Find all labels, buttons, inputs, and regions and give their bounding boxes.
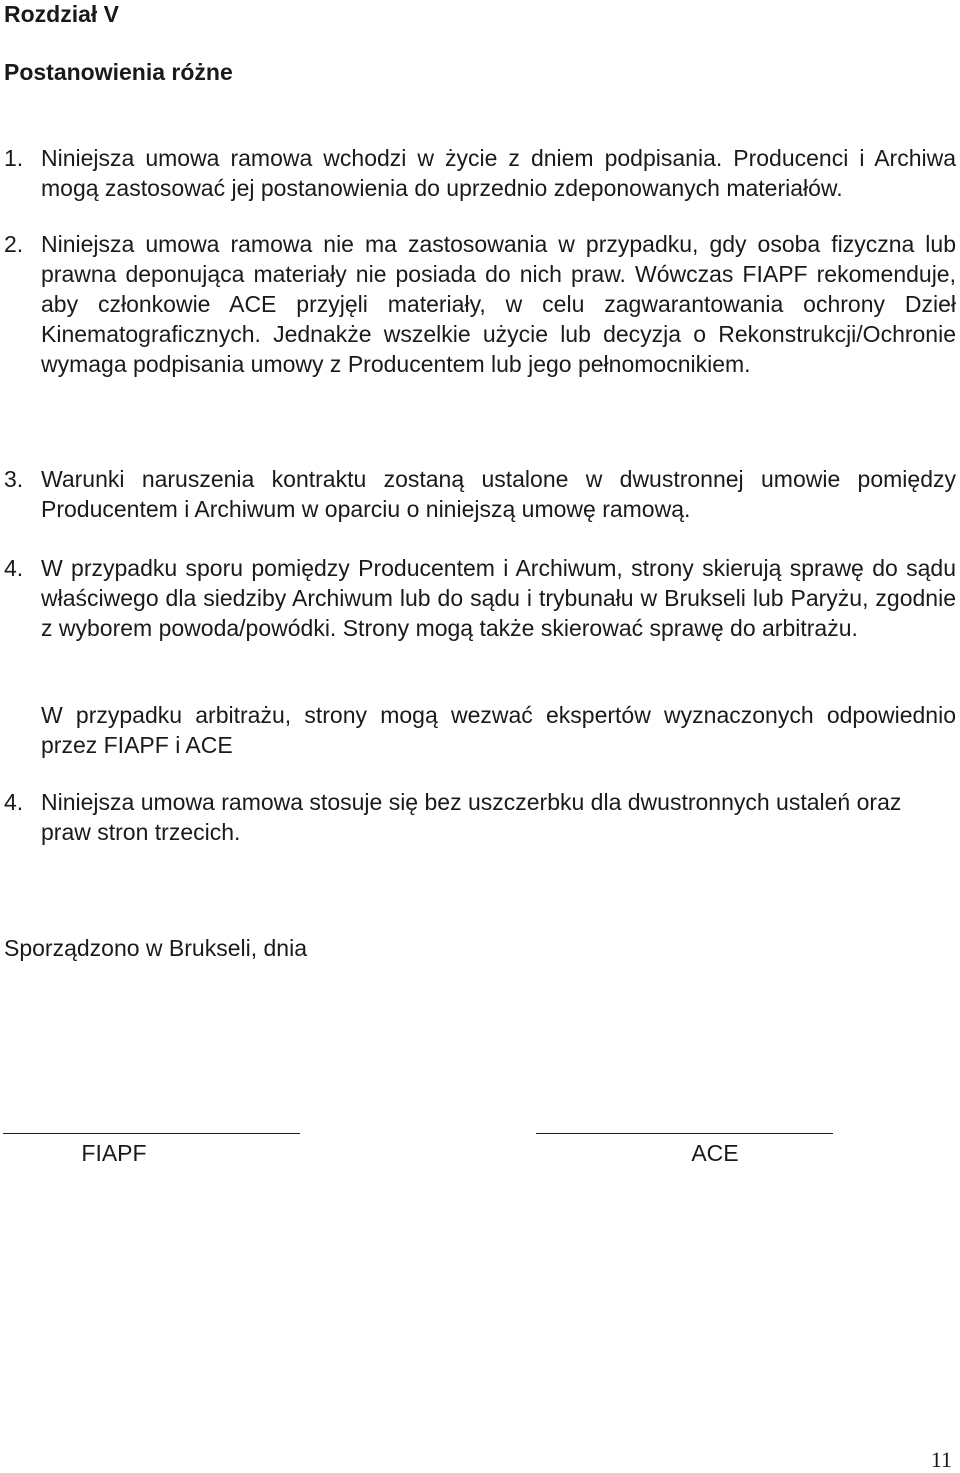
item-text: W przypadku arbitrażu, strony mogą wezwać ekspertów wyznaczonych odpowiednio przez FIAPF i ACE <box>41 702 956 758</box>
item-number: 4. <box>4 789 24 815</box>
list-item-4 <box>4 553 956 643</box>
item-text: Warunki naruszenia kontraktu zostaną ustalone w dwustronnej umowie pomiędzy Producentem i Archiwum w oparciu o niniejszą umowę ramową. <box>41 466 956 522</box>
list-item-1 <box>4 143 956 203</box>
item-number: 1. <box>4 145 24 171</box>
item-text: W przypadku sporu pomiędzy Producentem i Archiwum, strony skierują sprawę do sądu właściwego dla siedziby Archiwum lub do sądu i trybunału w Brukseli lub Paryżu, zgodnie z wyborem powoda/powódki. Strony mogą także skierować sprawę do arbitrażu. <box>41 555 956 641</box>
signature-line-left <box>3 1133 300 1134</box>
list-item-2 <box>4 229 956 379</box>
item-number: 4. <box>4 555 24 581</box>
list-item-3 <box>4 464 956 524</box>
item-text: Niniejsza umowa ramowa stosuje się bez uszczerbku dla dwustronnych ustaleń oraz praw stron trzecich. <box>41 789 902 845</box>
item-number: 3. <box>4 466 24 492</box>
list-item-5 <box>4 787 956 847</box>
signature-label-fiapf: FIAPF <box>81 1140 147 1166</box>
signature-label-ace: ACE <box>691 1140 739 1166</box>
chapter-heading: Rozdział V <box>4 1 120 27</box>
signature-line-right <box>536 1133 833 1134</box>
item-text: Niniejsza umowa ramowa nie ma zastosowania w przypadku, gdy osoba fizyczna lub prawna deponująca materiały nie posiada do nich praw. Wówczas FIAPF rekomenduje, aby członkowie ACE przyjęli materiały, w celu zagwarantowania ochrony Dzieł Kinematograficznych. Jednakże wszelkie użycie lub decyzja o Rekonstrukcji/Ochronie wymaga podpisania umowy z Producentem lub jego pełnomocnikiem. <box>41 231 956 377</box>
item-text: Niniejsza umowa ramowa wchodzi w życie z dniem podpisania. Producenci i Archiwa mogą zastosować jej postanowienia do uprzednio zdeponowanych materiałów. <box>41 145 956 201</box>
page-number: 11 <box>930 1447 952 1472</box>
item-number: 2. <box>4 231 24 257</box>
closing-statement: Sporządzono w Brukseli, dnia <box>4 935 307 961</box>
section-title: Postanowienia różne <box>4 59 233 85</box>
list-item-arbitration <box>4 700 956 760</box>
